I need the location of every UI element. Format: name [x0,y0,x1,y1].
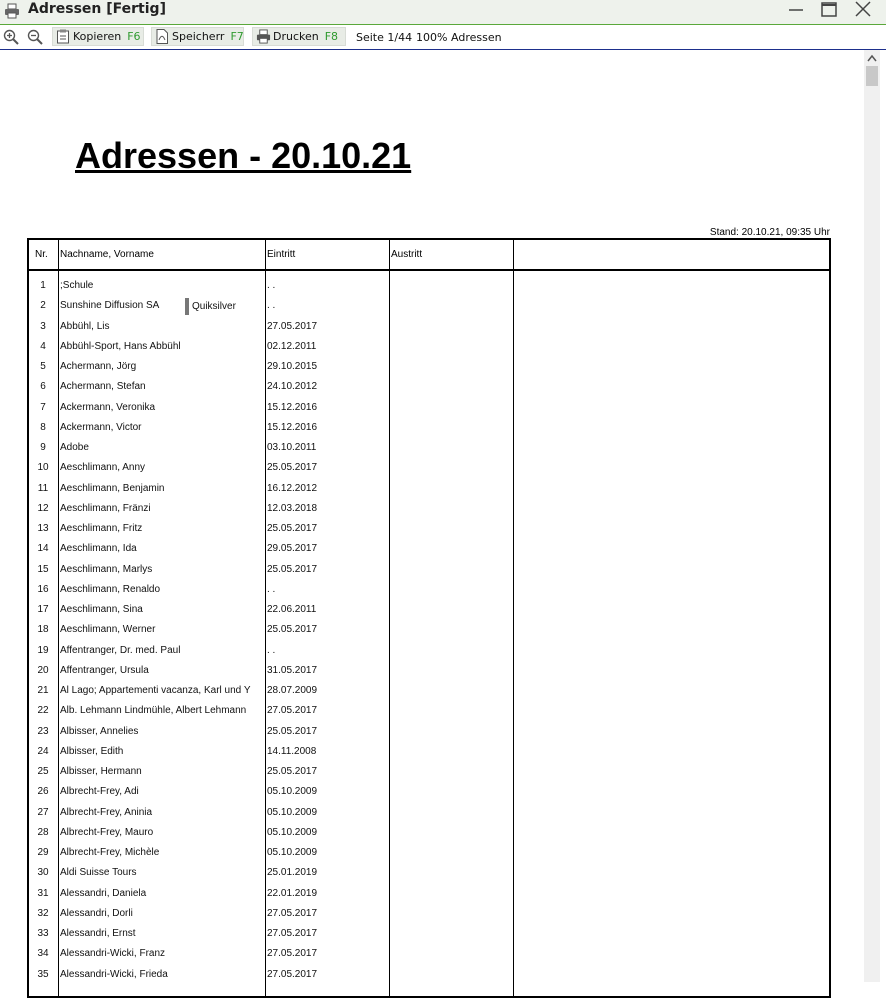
header-divider [29,269,829,271]
save-button[interactable] [151,27,244,46]
row-eintritt: 05.10.2009 [267,786,318,798]
table-row [29,341,829,361]
row-number: 13 [37,523,49,534]
zoom-level: 100% [416,31,448,44]
row-eintritt: . . [267,300,276,312]
table-row [29,726,829,746]
row-eintritt: 12.03.2018 [267,502,318,514]
row-name: Alb. Lehmann Lindmühle, Albert Lehmann [60,705,247,717]
save-shortcut: F7 [230,30,244,43]
row-name: Affentranger, Ursula [60,664,149,676]
column-header-austritt: Austritt [391,249,423,260]
row-number: 33 [37,928,49,939]
table-row [29,280,829,300]
row-eintritt: 25.05.2017 [267,563,318,575]
row-number: 17 [37,604,49,615]
address-table [27,238,831,998]
row-eintritt: 22.06.2011 [267,604,317,615]
row-eintritt: 15.12.2016 [267,401,318,413]
row-number: 3 [40,320,46,332]
row-number: 1 [40,280,46,291]
row-number: 28 [37,826,49,838]
row-eintritt: . . [267,280,276,291]
table-row [29,705,829,725]
row-number: 4 [40,340,46,352]
table-row [29,746,829,766]
zoom-out-icon[interactable] [27,29,43,45]
row-eintritt: 27.05.2017 [267,928,318,939]
row-name: Ackermann, Victor [60,421,142,433]
maximize-button[interactable] [814,0,844,24]
row-number: 22 [37,705,49,717]
row-number: 24 [37,745,49,757]
row-number: 5 [40,361,46,372]
row-number: 8 [40,421,46,433]
row-eintritt: 31.05.2017 [267,664,318,676]
minimize-icon [781,0,811,24]
row-eintritt: 22.01.2019 [267,887,318,899]
row-number: 19 [37,644,49,656]
row-number: 14 [37,543,49,555]
minimize-button[interactable] [781,0,811,24]
row-eintritt: 14.11.2008 [267,745,317,757]
row-number: 26 [37,786,49,798]
row-number: 18 [37,624,49,636]
table-row [29,665,829,685]
copy-label: Kopieren [73,30,122,43]
row-name: Aeschlimann, Ida [60,543,137,555]
table-row [29,908,829,928]
row-name: Aeschlimann, Marlys [60,563,153,575]
row-number: 32 [37,907,49,919]
row-number: 29 [37,847,49,858]
row-name: Al Lago; Appartementi vacanza, Karl und Y [60,685,251,696]
table-row [29,483,829,503]
row-name: Abbühl, Lis [60,320,110,332]
row-number: 34 [37,948,49,960]
row-eintritt: 25.05.2017 [267,725,318,737]
table-row [29,867,829,887]
table-row [29,685,829,705]
document-title: Adressen - 20.10.21 [75,135,412,176]
table-row [29,300,829,320]
scroll-up-icon[interactable] [864,51,880,65]
report-name: Adressen [451,31,502,44]
table-row [29,543,829,563]
table-row [29,422,829,442]
table-row [29,847,829,867]
page-indicator: Seite 1/44 [356,31,413,44]
table-row [29,523,829,543]
table-row [29,584,829,604]
row-name: Aeschlimann, Werner [60,624,156,636]
row-name: Abbühl-Sport, Hans Abbühl [60,340,181,352]
table-row [29,624,829,644]
row-eintritt: . . [267,583,276,595]
row-name: Albisser, Annelies [60,725,139,737]
column-header-nr: Nr. [35,249,48,260]
table-row [29,503,829,523]
table-row [29,827,829,847]
row-name: Aldi Suisse Tours [60,867,137,879]
table-row [29,361,829,381]
row-name: Aeschlimann, Sina [60,604,143,615]
row-name: Albisser, Hermann [60,766,142,777]
window-edge [880,50,886,982]
row-name: Alessandri-Wicki, Franz [60,948,166,960]
table-row [29,321,829,341]
row-eintritt: 27.05.2017 [267,968,318,980]
row-name: Albisser, Edith [60,745,124,757]
table-row [29,786,829,806]
table-row [29,888,829,908]
row-eintritt: 05.10.2009 [267,806,318,818]
row-name: Adobe [60,442,89,453]
zoom-in-icon[interactable] [3,29,19,45]
table-row [29,948,829,968]
row-name: Sunshine Diffusion SA [60,300,160,312]
row-eintritt: 15.12.2016 [267,421,318,433]
row-number: 7 [40,401,46,413]
row-name: Alessandri, Daniela [60,887,147,899]
row-eintritt: 16.12.2012 [267,482,318,494]
row-number: 10 [37,462,49,474]
title-bar [0,0,886,25]
row-number: 11 [37,482,49,494]
row-eintritt: 05.10.2009 [267,826,318,838]
pdf-icon [155,29,169,44]
print-shortcut: F8 [324,30,339,43]
row-name: Aeschlimann, Fränzi [60,502,151,514]
row-number: 25 [37,766,49,777]
row-eintritt: 27.05.2017 [267,705,318,717]
column-header-name: Nachname, Vorname [60,249,154,260]
row-eintritt: 25.05.2017 [267,523,318,534]
row-name: Achermann, Jörg [60,361,137,372]
table-row [29,402,829,422]
table-row [29,645,829,665]
row-name: Aeschlimann, Fritz [60,523,143,534]
row-number: 27 [37,806,49,818]
row-number: 31 [37,887,49,899]
row-number: 2 [40,300,46,312]
table-row [29,564,829,584]
table-row [29,462,829,482]
row-number: 15 [37,563,49,575]
table-row [29,442,829,462]
print-label: Drucken [273,30,319,43]
row-name: Achermann, Stefan [60,381,146,393]
copy-shortcut: F6 [127,30,141,43]
row-name: Albrecht-Frey, Michèle [60,847,160,858]
table-row [29,969,829,989]
row-name: Aeschlimann, Renaldo [60,583,161,595]
row-number: 30 [37,867,49,879]
row-name: Albrecht-Frey, Adi [60,786,139,798]
row-eintritt: 25.05.2017 [267,624,318,636]
table-row [29,381,829,401]
report-timestamp: Stand: 20.10.21, 09:35 Uhr [709,227,830,238]
row-name: ;Schule [60,280,94,291]
row-number: 21 [37,685,49,696]
row-name: Aeschlimann, Benjamin [60,482,165,494]
row-eintritt: . . [267,644,276,656]
clipboard-icon [56,29,70,44]
row-eintritt: 29.10.2015 [267,361,318,372]
table-row [29,766,829,786]
row-name: Alessandri, Ernst [60,928,136,939]
table-row [29,928,829,948]
close-icon [848,0,878,24]
print-button[interactable] [252,27,346,46]
printer-icon [4,3,20,19]
close-button[interactable] [848,0,878,24]
save-label: Speicherr [172,30,225,43]
row-eintritt: 28.07.2009 [267,685,318,696]
window-title: Adressen [Fertig] [28,1,166,17]
row-eintritt: 03.10.2011 [267,442,317,453]
row-extra-label: Quiksilver [185,298,236,315]
column-header-eintritt: Eintritt [267,249,296,260]
row-name: Aeschlimann, Anny [60,462,146,474]
printer-icon [256,29,271,44]
row-eintritt: 27.05.2017 [267,948,318,960]
toolbar [0,25,886,50]
row-name: Alessandri, Dorli [60,907,133,919]
row-number: 20 [37,664,49,676]
row-eintritt: 25.01.2019 [267,867,318,879]
row-eintritt: 25.05.2017 [267,766,318,777]
vertical-scrollbar[interactable] [864,50,880,982]
row-number: 6 [40,381,46,393]
row-name: Albrecht-Frey, Mauro [60,826,154,838]
table-row [29,604,829,624]
row-name: Affentranger, Dr. med. Paul [60,644,181,656]
row-eintritt: 29.05.2017 [267,543,318,555]
row-eintritt: 02.12.2011 [267,340,317,352]
table-row [29,807,829,827]
row-eintritt: 27.05.2017 [267,320,318,332]
row-number: 9 [40,442,46,453]
scrollbar-thumb[interactable] [866,66,878,86]
row-eintritt: 25.05.2017 [267,462,318,474]
row-number: 35 [37,968,49,980]
copy-button[interactable] [52,27,144,46]
maximize-icon [814,0,844,24]
row-number: 12 [37,502,49,514]
row-number: 16 [37,583,49,595]
row-name: Albrecht-Frey, Aninia [60,806,153,818]
row-eintritt: 05.10.2009 [267,847,318,858]
row-number: 23 [37,725,49,737]
row-eintritt: 27.05.2017 [267,907,318,919]
row-eintritt: 24.10.2012 [267,381,318,393]
row-name: Ackermann, Veronika [60,401,156,413]
row-name: Alessandri-Wicki, Frieda [60,968,168,980]
